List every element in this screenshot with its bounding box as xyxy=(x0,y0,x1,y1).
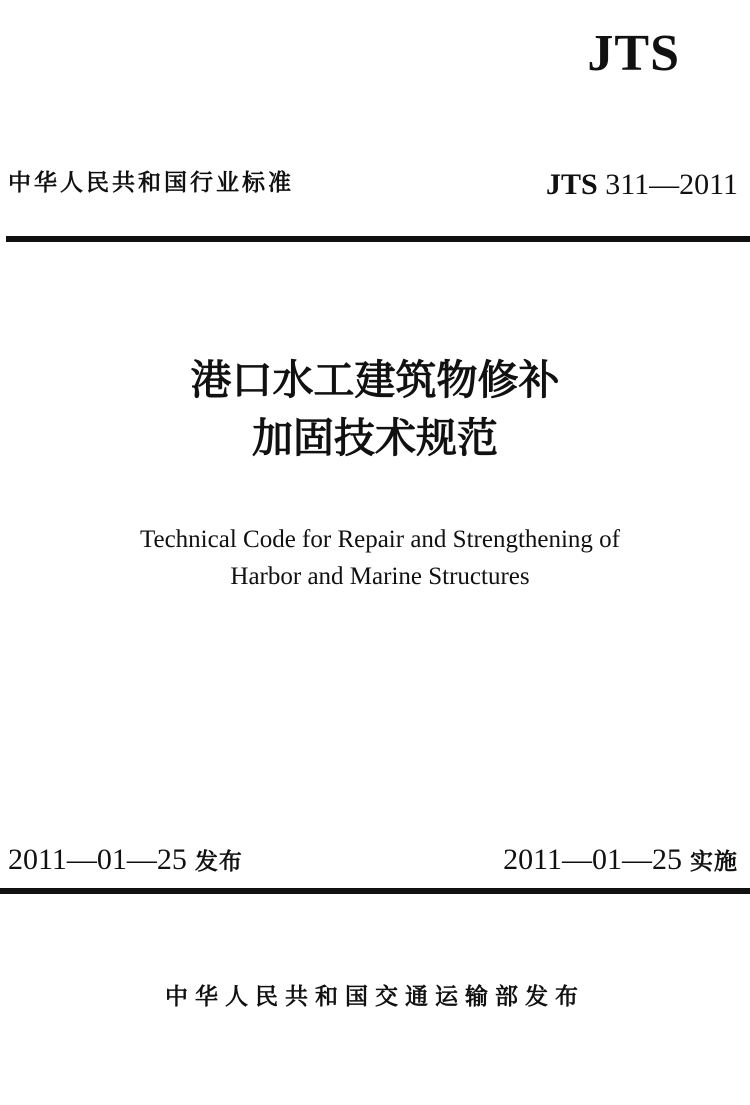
standard-number-prefix: JTS xyxy=(546,168,598,201)
title-zh-line2: 加固技术规范 xyxy=(252,414,498,462)
standard-number-value: 311—2011 xyxy=(605,168,738,201)
title-en-line1: Technical Code for Repair and Strengthening of xyxy=(139,526,621,553)
title-zh-line1: 港口水工建筑物修补 xyxy=(190,356,560,404)
effective-date-block xyxy=(503,845,738,875)
top-rule xyxy=(6,236,750,242)
effective-label: 实施 xyxy=(690,849,738,875)
effective-date: 2011—01—25 xyxy=(503,843,682,876)
standard-category: 中华人民共和国行业标准 xyxy=(8,170,294,196)
publisher: 中华人民共和国交通运输部发布 xyxy=(165,984,585,1010)
issue-label: 发布 xyxy=(194,849,243,875)
standard-number xyxy=(546,170,738,200)
issue-date: 2011—01—25 xyxy=(8,843,187,876)
bottom-rule xyxy=(0,888,750,894)
title-en-line2: Harbor and Marine Structures xyxy=(230,563,530,590)
doc-code-mark: JTS xyxy=(587,25,680,82)
issue-date-block xyxy=(8,845,243,875)
